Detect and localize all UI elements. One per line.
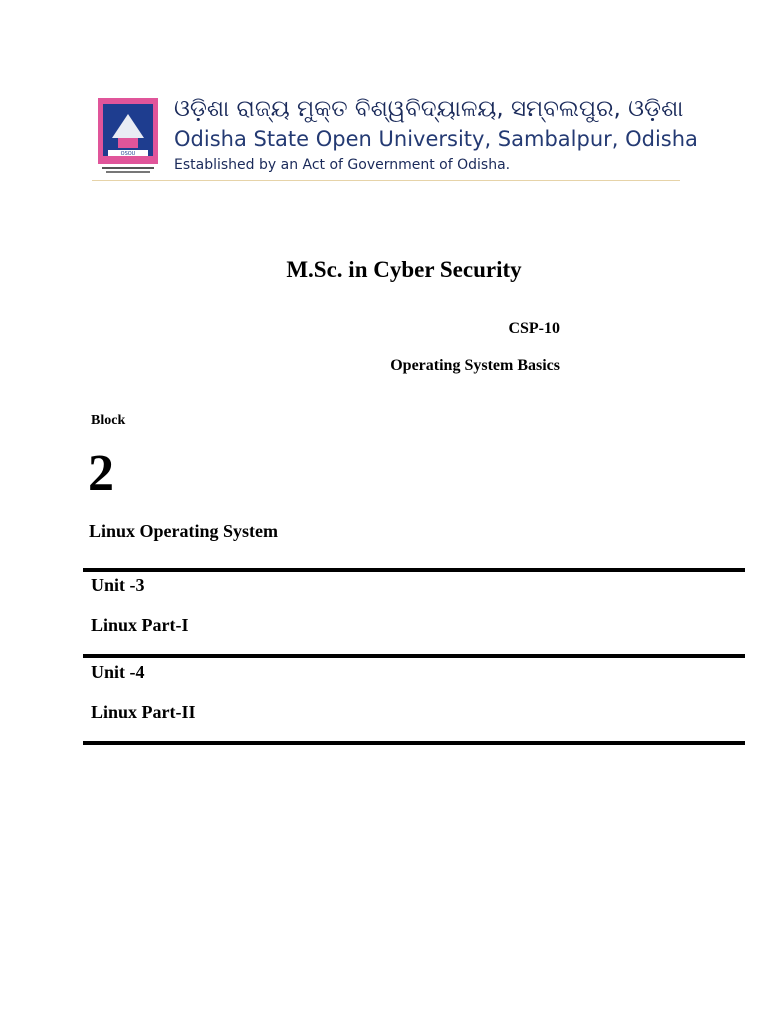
- header-divider: [92, 180, 680, 181]
- odia-university-name: ଓଡ଼ିଶା ରାଜ୍ୟ ମୁକ୍ତ ବିଶ୍ୱବିଦ୍ୟାଳୟ, ସମ୍ବଲପୁର, ଓଡ଼ିଶା: [174, 96, 684, 122]
- svg-text:OSOU: OSOU: [120, 151, 136, 157]
- block-label: Block: [91, 413, 126, 428]
- university-name: Odisha State Open University, Sambalpur, Odisha: [174, 127, 698, 151]
- divider-rule: [83, 568, 745, 572]
- unit-label: Unit -4: [91, 662, 145, 682]
- program-title: M.Sc. in Cyber Security: [286, 257, 522, 282]
- divider-rule: [83, 741, 745, 745]
- unit-title: Linux Part-II: [91, 702, 196, 722]
- unit-title: Linux Part-I: [91, 615, 189, 635]
- divider-rule: [83, 654, 745, 658]
- university-header: [92, 92, 698, 182]
- osou-logo: [98, 98, 158, 176]
- course-title: Operating System Basics: [390, 357, 560, 374]
- block-title: Linux Operating System: [89, 521, 279, 541]
- course-code: CSP-10: [508, 320, 560, 337]
- established-statement: Established by an Act of Government of Odisha.: [174, 157, 511, 173]
- block-number: 2: [88, 445, 114, 502]
- unit-label: Unit -3: [91, 575, 145, 595]
